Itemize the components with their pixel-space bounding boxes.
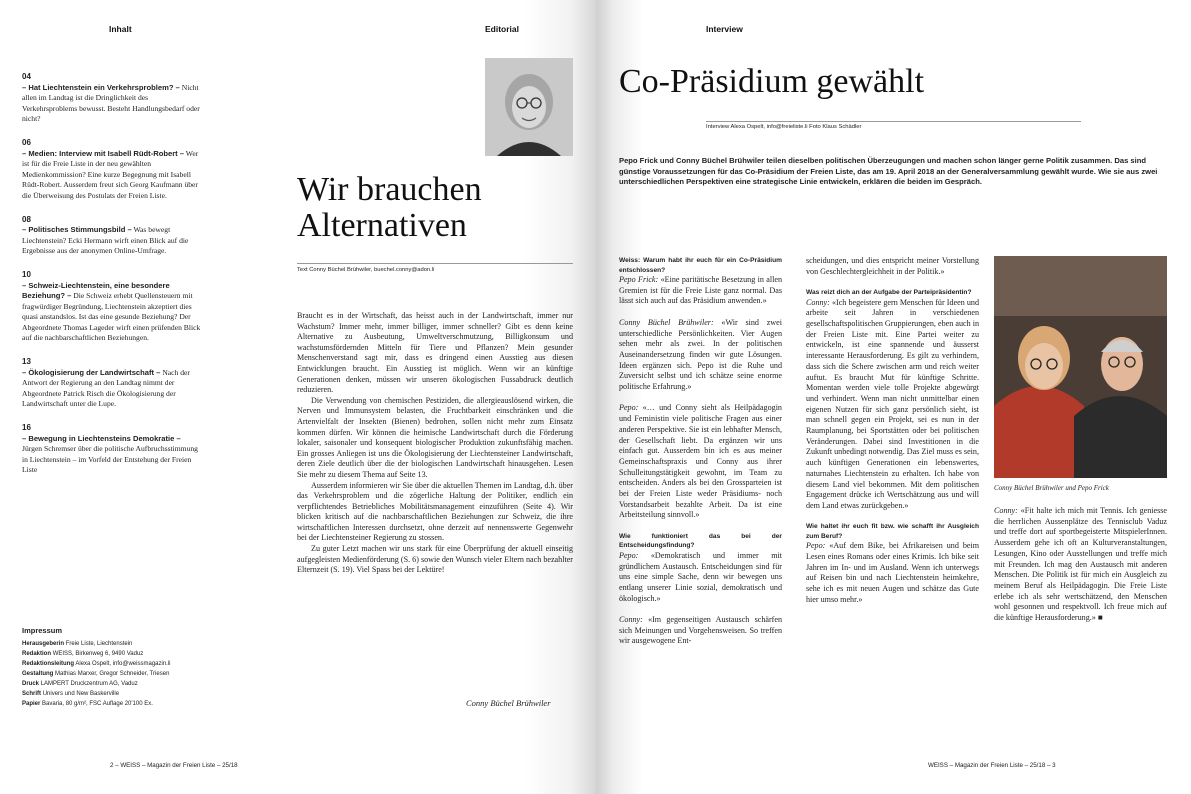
interview-photo	[994, 256, 1167, 478]
speaker: Conny:	[994, 506, 1018, 515]
impressum-value: Alexa Ospelt, info@weissmagazin.li	[75, 661, 171, 667]
impressum-line	[22, 679, 222, 689]
toc-heading: – Schweiz-Liechtenstein, eine besondere Beziehung? –	[22, 280, 170, 301]
impressum-value: Freie Liste, Liechtenstein	[65, 641, 133, 647]
impressum-line	[22, 669, 222, 679]
editorial-title: Wir brauchen Alternativen	[297, 171, 482, 244]
photo-caption: Conny Büchel Brühwiler und Pepo Frick	[994, 484, 1109, 492]
interview-column-1	[619, 256, 782, 658]
speaker: Pepo:	[619, 403, 639, 413]
qa-block	[806, 288, 979, 512]
interview-column-2	[806, 256, 979, 616]
editorial-signature: Conny Büchel Brühwiler	[466, 698, 551, 708]
editorial-paragraph: Zu guter Letzt machen wir uns stark für eine Überprüfung der aktuell einseitig aufgegleisten Medienförderung (S. 6) sowie den Wunsch vieler Eltern nach bezahlter Elternzeit (S. 19). Viel Spass bei der Lektüre!	[297, 544, 573, 575]
impressum-key: Druck	[22, 681, 40, 687]
speaker: Conny:	[806, 297, 830, 307]
interview-lead: Pepo Frick und Conny Büchel Brühwiler teilen dieselben politischen Überzeugungen und machen schon länger gerne Politik zusammen. Das sind günstige Voraussetzungen für das Co-Präsidium der Freien Liste, das am 19. April 2018 an der Generalversammlung gewählt wurde. Wie sie aus zwei unterschiedlichen Perspektiven eine strategische Linie entwickeln, erklären die beiden im Gespräch.	[619, 156, 1158, 186]
qa-block	[619, 615, 782, 647]
answer: «Wir sind zwei unterschiedliche Persönlichkeiten. Vier Augen sehen mehr als zwei. In der politischen Auseinandersetzung finden wir gute Lösungen. Ideen ergänzen sich. Pepo ist die Ruhe und Zuversicht selbst und ich schätze seine enorme politische Erfahrung.»	[619, 317, 782, 392]
toc-summary: Wer ist für die Freie Liste in der neu gewählten Medienkommission? Eine kurze Begegnung mit Isabell Rüdt-Robert. Ausserdem freut sich Georg Kaufmann über die Überweisung des Postulats der Freien Liste.	[22, 148, 199, 200]
impressum	[22, 626, 222, 709]
interview-column-3	[994, 506, 1167, 624]
impressum-key: Gestaltung	[22, 671, 54, 677]
editorial-body	[297, 311, 573, 576]
answer: «Demokratisch und immer mit gründlichem Austausch. Entscheidungen sind für uns eine simple Sache, denn wir bewegen uns entlang unserer Linie sozial, demokratisch und ökologisch.»	[619, 550, 782, 603]
editorial-portrait	[485, 58, 573, 156]
section-label-interview: Interview	[706, 24, 743, 34]
qa-block	[806, 522, 979, 605]
impressum-line	[22, 659, 222, 669]
left-footer: 2 – WEISS – Magazin der Freien Liste – 25/18	[110, 762, 238, 769]
speaker: Pepo:	[619, 550, 639, 560]
impressum-value: Bavaria, 80 g/m², FSC Auflage 20'100 Ex.	[42, 701, 153, 707]
toc-page-number: 06	[22, 137, 31, 147]
toc-heading: – Medien: Interview mit Isabell Rüdt-Robert –	[22, 148, 185, 158]
speaker: Conny Büchel Brühwiler:	[619, 317, 714, 327]
toc-item[interactable]	[22, 270, 202, 344]
toc-heading: – Ökologisierung der Landwirtschaft –	[22, 367, 161, 377]
toc-item[interactable]	[22, 138, 202, 202]
qa-block	[619, 403, 782, 521]
speaker: Pepo Frick:	[619, 275, 659, 284]
toc-page-number: 08	[22, 214, 31, 224]
toc-heading: – Politisches Stimmungsbild –	[22, 225, 132, 235]
editorial-paragraph: Ausserdem informieren wir Sie über die aktuellen Themen im Landtag, d.h. über das Verkehrsproblem und die zögerliche Haltung der Politiker, endlich ein verpflichtendes Betriebliches Mobilitätsmanagement einzuführen (Seite 4). Wir blicken kritisch auf die nachbarschaftlichen Beziehungen zur Schweiz, die ihre wirtschaftlichen Interessen durchsetzt, ohne derzeit auf nennenswerte Gegenwehr bei der Liechtensteiner Regierung zu stossen.	[297, 480, 573, 543]
speaker: Pepo:	[806, 541, 826, 551]
answer: «Im gegenseitigen Austausch schärfen sich Meinungen und Vorgehensweisen. So treffen wir ausgewogene Ent-	[619, 615, 782, 646]
editorial-credit: Text Conny Büchel Brühwiler, buechel.conny@adon.li	[297, 267, 435, 273]
impressum-title: Impressum	[22, 626, 63, 635]
toc-summary: Jürgen Schremser über die politische Aufbruchsstimmung in Liechtenstein – im Vorfeld der Entstehung der Freien Liste	[22, 444, 198, 475]
toc-summary: Die Schweiz erhebt Quellensteuern mit fragwürdiger Begründung, Liechtenstein akzeptiert dies quasi anstandslos. Ist das eine gesunde Beziehung? Der Abgeordnete Thomas Lageder wirft einen prüfenden Blick auf die nachbarschaftlichen Beziehungen.	[22, 291, 201, 343]
impressum-line	[22, 699, 222, 709]
toc-page-number: 10	[22, 269, 31, 279]
answer: «… und Conny sieht als Heilpädagogin und Feministin viele politische Fragen aus einer anderen Perspektive. Sie ist ein lebhafter Mensch, der Gesellschaft liebt. Da ergänzen wir uns einfach gut. Ausserdem bin ich es aus meiner Gemeinschaftspraxis und Conny aus ihrer Schulleitungstätigkeit gewohnt, im Team zu entscheiden. Anders als bei den Grossparteien ist bei der Freien Liste weder Präsidiums- noch Vorstandsarbeit bezahlte Arbeit. Da ist eine Arbeitsteilung sinnvoll.»	[619, 403, 782, 520]
section-label-editorial: Editorial	[485, 24, 520, 34]
photo-illustration	[994, 256, 1167, 478]
toc-item[interactable]	[22, 72, 202, 125]
question: Weiss: Warum habt ihr euch für ein Co-Präsidium entschlossen?	[619, 257, 782, 274]
impressum-key: Schrift	[22, 691, 42, 697]
interview-title: Co-Präsidium gewählt	[619, 63, 925, 100]
toc-page-number: 13	[22, 357, 31, 367]
editorial-paragraph: Braucht es in der Wirtschaft, das heisst auch in der Landwirtschaft, immer nur Wachstum? Immer mehr, immer billiger, immer schneller? Gibt es denn keine Alternative zu Ausbeutung, Umweltverschmutzung, Billigkonsum und wachstumsfördernden Mitteln für Tiere und Pflanzen? Mein gesunder Menschenverstand sagt mir, dass es dringend einen Ausstieg aus diesen Entwicklungen braucht. Ein Ausstieg ist möglich. Wenn wir an künftige Generationen denken, müssen wir unseren ökologischen Fussabdruck deutlich reduzieren.	[297, 311, 573, 395]
toc-heading: – Hat Liechtenstein ein Verkehrsproblem? –	[22, 82, 180, 92]
question: Was reizt dich an der Aufgabe der Parteipräsidentin?	[806, 289, 972, 297]
impressum-key: Redaktionsleitung	[22, 661, 75, 667]
impressum-value: WEISS, Birkenweg 6, 9490 Vaduz	[52, 651, 144, 657]
toc-page-number: 16	[22, 423, 31, 433]
impressum-key: Herausgeberin	[22, 641, 65, 647]
right-footer: WEISS – Magazin der Freien Liste – 25/18 – 3	[928, 762, 1056, 769]
toc-item[interactable]	[22, 215, 202, 257]
impressum-value: LAMPERT Druckzentrum AG, Vaduz	[40, 681, 138, 687]
interview-credit: Interview Alexa Ospelt, info@freieliste.li Foto Klaus Schädler	[706, 124, 862, 130]
question: Wie haltet ihr euch fit bzw. wie schafft ihr Ausgleich zum Beruf?	[806, 523, 979, 540]
question: Wie funktioniert das bei der Entscheidungsfindung?	[619, 532, 782, 550]
toc-summary: Was bewegt Liechtenstein? Ecki Hermann wirft einen Blick auf die Ergebnisse aus der anonymen Online-Umfrage.	[22, 225, 189, 256]
toc-summary: Nach der Antwort der Regierung an den Landtag nimmt der Abgeordnete Patrick Risch die Ökologisierung der Landwirtschaft unter die Lupe.	[22, 367, 190, 409]
qa-block	[619, 532, 782, 605]
answer: scheidungen, und dies entspricht meiner Vorstellung von Geschlechtergleichheit in der Politik.»	[806, 256, 979, 276]
answer: «Eine paritätische Besetzung in allen Gremien ist für die Freie Liste ganz normal. Das lässt sich auch auf das Präsidium anwenden.»	[619, 275, 782, 306]
impressum-line	[22, 689, 222, 699]
qa-block	[619, 318, 782, 393]
toc-heading: – Bewegung in Liechtensteins Demokratie –	[22, 433, 181, 443]
answer: «Ich begeistere gern Menschen für Ideen und arbeite seit Jahren in verschiedenen gesellschaftspolitischen Gruppierungen, eben auch in der Freien Liste mit. Eine Partei weiter zu entwickeln, ist eine spannende und äusserst interessante Herausforderung. Es gilt zu verhindern, dass sich die Schere zwischen arm und reich weiter auftut. Es braucht Mut für künftige Schritte. Momentan werden viele tolle Projekte abgewürgt und verhindert. Wenn man nicht unmittelbar einen eigenen Nutzen für sich ganz persönlich sieht, ist man schnell gegen ein Projekt, sei es nun in der Raumplanung, bei Sportstätten oder bei politischen Veränderungen. Dabei sind Investitionen in die Zukunft unbedingt notwendig. Das Ziel muss es sein, auch künftigen Generationen ein lebenswertes, naturnahes Liechtenstein zu erhalten. Ich habe von diesem Land viel bekommen. Mit dem politischen Engagement drücke ich Wertschätzung aus und will dem Land etwas zurückgeben.»	[806, 297, 980, 510]
impressum-value: Univers und New Baskerville	[42, 691, 120, 697]
impressum-line	[22, 639, 222, 649]
table-of-contents	[22, 72, 202, 489]
answer: «Auf dem Bike, bei Afrikareisen und beim Lesen eines Romans oder eines Krimis. Ich bike seit Jahren im In- und im Ausland. Wenn ich unterwegs auf Reisen bin und nach Liechtenstein heimkehre, sehe ich es mit neuen Augen und schätze das Gute hier umso mehr.»	[806, 541, 980, 604]
portrait-illustration	[485, 58, 573, 156]
editorial-rule	[297, 263, 573, 264]
section-label-inhalt: Inhalt	[109, 24, 132, 34]
speaker: Conny:	[619, 615, 643, 625]
impressum-key: Redaktion	[22, 651, 52, 657]
impressum-key: Papier	[22, 701, 41, 707]
toc-item[interactable]	[22, 357, 202, 410]
qa-block	[806, 256, 979, 277]
qa-block	[619, 256, 782, 307]
toc-item[interactable]	[22, 423, 202, 476]
toc-page-number: 04	[22, 72, 31, 81]
toc-summary: Nicht allen im Landtag ist die Dringlichkeit des Verkehrsproblems bewusst. Besteht Handlungsbedarf oder nicht?	[22, 82, 200, 124]
editorial-paragraph: Die Verwendung von chemischen Pestiziden, die allergieauslösend wirken, die Nerven und Immunsystem belasten, die Fruchtbarkeit einschränken und die Artenvielfalt der Insekten (Bienen) bedrohen, sollen nicht mehr zum Einsatz kommen dürfen. Wir können die heimische Landwirtschaft durch die Förderung lokaler, saisonaler und konsequent biologischer Produktion zukunftsfähig machen. Ein grosses Anliegen ist uns die Ökologisierung der Liechtensteiner Landwirtschaft, deren Ziele deutlich über die der biologischen Landwirtschaft hinausgehen. Lesen Sie mehr zu diesem Thema auf Seite 13.	[297, 395, 573, 479]
answer: «Fit halte ich mich mit Tennis. Ich geniesse die herrlichen Aussenplätze des Tennisclub Vaduz und treffe dort auf sportbegeisterte MitspielerInnen. Ausserdem gehe ich oft an Kulturveranstaltungen, Lesungen, Kino oder Ausstellungen und treffe mich mit Freunden. Ich mag den Austausch mit anderen Menschen. Die Politik ist für mich ein Ausgleich zu meinem Beruf als Heilpädagogin. Die Freie Liste erlebe ich als sehr wertschätzend, den Menschen wohl gesonnen und respektvoll. Ich freue mich auf die künftige Herausforderung.» ■	[994, 506, 1167, 623]
impressum-line	[22, 649, 222, 659]
interview-rule	[706, 121, 1081, 122]
impressum-value: Mathias Marxer, Gregor Schneider, Triesen	[55, 671, 170, 677]
